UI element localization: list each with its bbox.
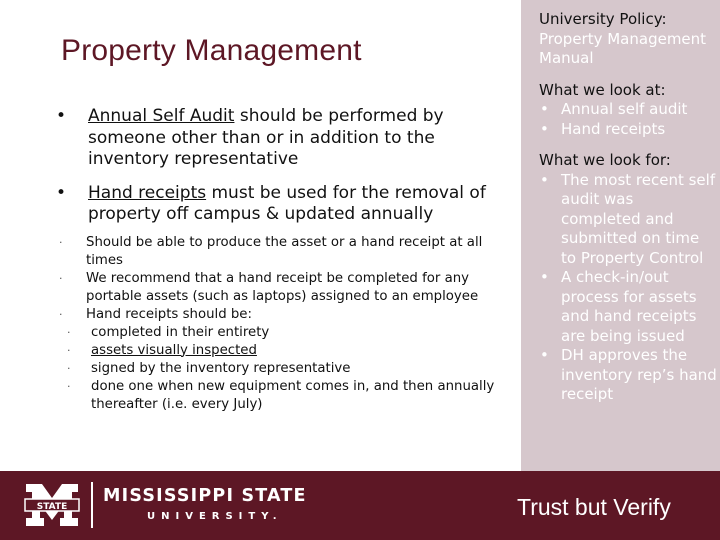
bullet-text: should be performed by someone other than or in addition to the inventory representative [88, 106, 444, 169]
look-at-item [539, 120, 717, 140]
main-content [54, 106, 514, 414]
nested-bullet-item [54, 342, 514, 360]
nested-bullet-marker: · [67, 325, 71, 339]
nested-bullet-marker: · [67, 361, 71, 375]
look-for-item [539, 346, 717, 405]
look-for-text: DH approves the inventory rep’s hand receipt [561, 346, 717, 403]
look-at-list [539, 100, 717, 139]
nested-bullet-item [54, 324, 514, 342]
look-for-marker: • [540, 346, 549, 364]
nested-bullet-marker: · [67, 379, 71, 393]
look-at-item [539, 100, 717, 120]
look-for-marker: • [540, 170, 549, 189]
sub-bullet-text: We recommend that a hand receipt be completed for any portable assets (such as laptops) assigned to an employee [86, 270, 479, 304]
nested-bullet-text: completed in their entirety [91, 324, 270, 340]
look-for-item [539, 268, 717, 346]
sub-bullet-item [54, 306, 514, 324]
policy-sidebar [521, 0, 720, 471]
bullet-marker: • [56, 182, 67, 203]
bullet-lead: Hand receipts [88, 182, 207, 203]
sub-bullet-marker: · [59, 307, 63, 321]
nested-bullet-text: assets visually inspected [91, 342, 257, 358]
nested-bullet-list [54, 324, 514, 414]
policy-value: Property Management Manual [539, 29, 707, 67]
bullet-marker: • [56, 106, 67, 126]
look-at-text: Hand receipts [561, 119, 666, 138]
bullet-text: must be used for the removal of property off campus & updated annually [88, 182, 486, 224]
look-for-text: A check-in/out process for assets and hand receipts are being issued [561, 268, 697, 345]
sub-bullet-marker: · [59, 271, 63, 285]
nested-bullet-marker: · [67, 343, 71, 357]
sub-bullet-text: Should be able to produce the asset or a hand receipt at all times [86, 234, 483, 268]
sub-bullet-item [54, 270, 514, 306]
nested-bullet-text: done one when new equipment comes in, and then annually thereafter (i.e. every July) [91, 378, 495, 412]
sub-bullet-item [54, 234, 514, 270]
look-for-item [539, 171, 717, 269]
bullet-annual-self-audit [54, 106, 514, 171]
nested-bullet-text: signed by the inventory representative [91, 360, 351, 376]
university-name: MISSISSIPPI STATE [103, 486, 307, 506]
nested-bullet-item [54, 360, 514, 378]
logo-divider [91, 482, 93, 528]
look-for-text: The most recent self audit was completed and submitted on time to Property Control [561, 170, 716, 267]
bullet-lead: Annual Self Audit [88, 106, 235, 126]
nested-bullet-item [54, 378, 514, 414]
policy-heading: University Policy: [539, 10, 667, 28]
logo-mark-text: STATE [36, 502, 68, 512]
look-at-text: Annual self audit [561, 100, 688, 118]
university-logo-mark [22, 480, 82, 530]
slide-title: Property Management [61, 34, 362, 67]
look-for-list [539, 171, 717, 405]
bullet-hand-receipts [54, 183, 514, 226]
sub-bullet-marker: · [59, 235, 63, 249]
tagline: Trust but Verify [517, 494, 671, 520]
footer-bar [0, 471, 720, 540]
look-for-heading: What we look for: [539, 151, 671, 169]
look-for-marker: • [540, 268, 549, 286]
look-at-heading: What we look at: [539, 80, 666, 99]
sub-bullet-list [54, 234, 514, 324]
university-subname: UNIVERSITY. [147, 511, 283, 522]
look-at-marker: • [540, 100, 549, 118]
look-at-marker: • [540, 119, 549, 138]
sub-bullet-text: Hand receipts should be: [86, 306, 252, 322]
